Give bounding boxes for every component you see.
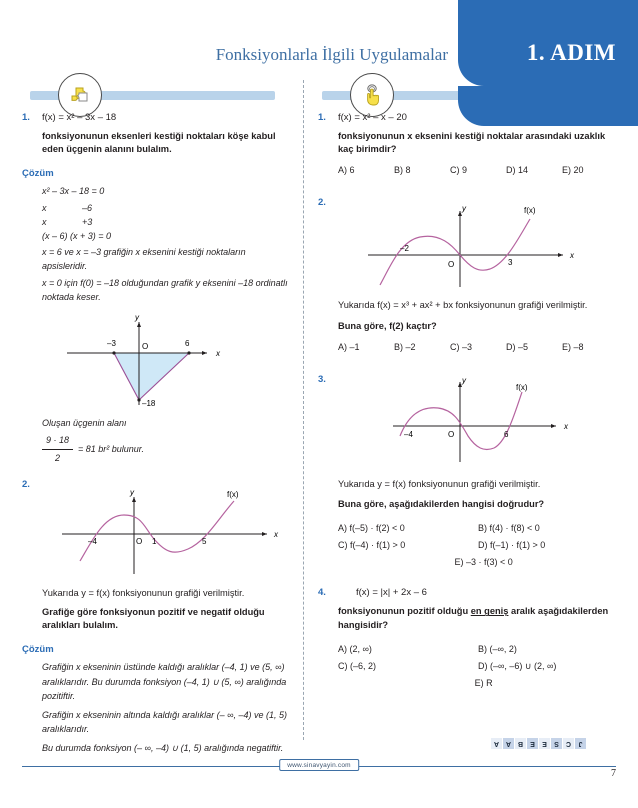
- graph-curve-label: f(x): [524, 206, 536, 216]
- puzzle-piece-icon: [58, 73, 102, 117]
- option-b[interactable]: B) 8: [394, 165, 411, 176]
- question-formula: f(x) = x² – 3x – 18: [42, 112, 117, 123]
- graph-origin-label: O: [448, 260, 455, 270]
- graph-tick-0: –4: [88, 536, 97, 546]
- page-title: Fonksiyonlarla İlgili Uygulamalar: [215, 45, 448, 64]
- option-a[interactable]: A) 6: [338, 165, 355, 176]
- question-text-plain: Yukarıda y = f(x) fonksiyonunun grafiği verilmiştir.: [42, 587, 245, 598]
- solution-line: x² – 3x – 18 = 0: [42, 186, 105, 197]
- answer-key-cell: A: [503, 738, 514, 749]
- cubic-graph-r2: [338, 197, 618, 291]
- question-number: 3.: [318, 373, 326, 385]
- option-e[interactable]: E) 20: [562, 165, 584, 176]
- area-solution: [42, 416, 290, 465]
- answer-options: [338, 165, 618, 175]
- factor-b: –6: [82, 202, 93, 213]
- factor-a: x: [42, 202, 47, 213]
- step-badge-label: 1. ADIM: [526, 40, 616, 65]
- graph-y-label: y: [462, 375, 466, 385]
- factor-a: x: [42, 216, 47, 227]
- question-text: fonksiyonunun x eksenini kestiği noktalar arasındaki uzaklık kaç birimdir?: [338, 131, 606, 155]
- graph-y-label: y: [135, 313, 139, 323]
- solution-line: Grafiğin x ekseninin üstünde kaldığı aralıklar (–4, 1) ve (5, ∞) aralıklarıdır. Bu durumda fonksiyon (–4, 1) ∪ (5, ∞) aralığında pozitiftir.: [42, 662, 287, 701]
- solution-line: x = 6 ve x = –3 grafiğin x eksenini kestiği noktaların apsisleridir.: [42, 247, 246, 272]
- graph-x-label: x: [216, 349, 220, 359]
- option-e[interactable]: E) –8: [562, 341, 584, 352]
- graph-x-label: x: [570, 251, 574, 261]
- graph-tick-1: 1: [152, 536, 157, 546]
- question-text-part1: fonksiyonunun pozitif olduğu: [338, 606, 471, 617]
- right-question-4: [318, 587, 618, 692]
- answer-key-strip: [491, 738, 586, 749]
- answer-key-cell: E: [539, 738, 550, 749]
- area-label: Oluşan üçgenin alanı: [42, 418, 127, 429]
- option-b[interactable]: B) f(4) · f(8) < 0: [478, 523, 540, 534]
- answer-key-cell: C: [563, 738, 574, 749]
- option-b[interactable]: B) (–∞, 2): [478, 643, 517, 654]
- question-text: [338, 605, 618, 631]
- right-question-3: [318, 374, 618, 572]
- answer-key-cell: A: [491, 738, 502, 749]
- question-text-bold: Buna göre, f(2) kaçtır?: [338, 320, 437, 331]
- question-number: 4.: [318, 587, 326, 599]
- question-text-bold: Grafiğe göre fonksiyonun pozitif ve negatif olduğu aralıkları bulalım.: [42, 606, 265, 631]
- right-question-2: [318, 197, 618, 351]
- area-fraction: [42, 433, 73, 464]
- cubic-graph-r3: [338, 374, 618, 470]
- graph-origin-label: O: [142, 342, 149, 352]
- answer-options: [338, 342, 618, 352]
- solution-body-1: [42, 184, 290, 304]
- right-column: [318, 112, 618, 702]
- option-e[interactable]: E) –3 · f(3) < 0: [454, 557, 513, 568]
- factor-b: +3: [82, 216, 93, 227]
- graph-tick-0: –2: [400, 244, 409, 254]
- option-e[interactable]: E) R: [474, 677, 493, 688]
- graph-x-label: x: [274, 529, 278, 539]
- solution-heading: Çözüm: [22, 168, 54, 180]
- option-c[interactable]: C) –3: [450, 341, 473, 352]
- solution-line: (x – 6) (x + 3) = 0: [42, 231, 112, 242]
- graph-tick-bottom: –18: [142, 399, 156, 409]
- answer-key-cell: E: [527, 738, 538, 749]
- question-text-bold: Buna göre, aşağıdakilerden hangisi doğrudur?: [338, 498, 545, 509]
- option-d[interactable]: D) –5: [506, 341, 529, 352]
- question-number: 2.: [22, 478, 30, 490]
- fraction-denominator: 2: [55, 452, 61, 463]
- answer-key-cell: B: [515, 738, 526, 749]
- answer-key-cell: S: [551, 738, 562, 749]
- graph-origin-label: O: [448, 429, 455, 439]
- option-a[interactable]: A) (2, ∞): [338, 643, 372, 654]
- graph-tick-0: –4: [404, 429, 413, 439]
- option-a[interactable]: A) f(–5) · f(2) < 0: [338, 523, 405, 534]
- solution-heading-2: Çözüm: [22, 644, 54, 656]
- footer-url[interactable]: www.sinavyayin.com: [279, 759, 359, 771]
- graph-y-label: y: [462, 204, 466, 214]
- question-text-plain: Yukarıda y = f(x) fonksiyonunun grafiği verilmiştir.: [338, 478, 541, 489]
- question-text-plain: Yukarıda f(x) = x³ + ax² + bx fonksiyonunun grafiği verilmiştir.: [338, 300, 588, 311]
- pointing-hand-icon: [350, 73, 394, 117]
- left-question-2: [22, 479, 290, 633]
- question-number: 1.: [22, 112, 30, 123]
- graph-tick-left: –3: [107, 339, 116, 349]
- area-result: = 81 br² bulunur.: [78, 443, 144, 454]
- option-d[interactable]: D) (–∞, –6) ∪ (2, ∞): [478, 660, 557, 671]
- factor-row: [42, 201, 290, 215]
- graph-tick-1: 3: [508, 258, 513, 268]
- solution-body-2: [42, 660, 290, 755]
- graph-y-label: y: [130, 487, 134, 497]
- question-text-part2: aralık aşağıdakilerden hangisidir?: [338, 606, 609, 630]
- option-b[interactable]: B) –2: [394, 341, 416, 352]
- question-number: 1.: [318, 112, 326, 123]
- page-number: 7: [611, 768, 616, 779]
- option-d[interactable]: D) 14: [506, 165, 529, 176]
- left-column: [22, 112, 290, 758]
- fraction-numerator: 9 · 18: [42, 433, 73, 449]
- option-c[interactable]: C) (–6, 2): [338, 660, 377, 671]
- triangle-graph: [22, 310, 290, 410]
- graph-curve-label: f(x): [516, 382, 528, 392]
- left-question-1: [22, 112, 290, 156]
- step-banner-lower: [458, 86, 638, 126]
- solution-line: x = 0 için f(0) = –18 olduğundan grafik y eksenini –18 ordinatlı noktada keser.: [42, 277, 288, 302]
- option-c[interactable]: C) f(–4) · f(1) > 0: [338, 540, 406, 551]
- cubic-graph-left: [42, 479, 290, 579]
- answer-options-grid: [338, 520, 618, 571]
- question-formula: f(x) = x² – x – 20: [338, 112, 407, 123]
- solution-line: Grafiğin x ekseninin altında kaldığı aralıklar (– ∞, –4) ve (1, 5) aralıklarıdır.: [42, 710, 288, 735]
- graph-x-label: x: [564, 421, 568, 431]
- question-text: fonksiyonunun eksenleri kestiği noktaları köşe kabul eden üçgenin alanını bulalım.: [42, 131, 276, 155]
- question-formula: f(x) = |x| + 2x – 6: [356, 587, 427, 599]
- option-d[interactable]: D) f(–1) · f(1) > 0: [478, 540, 546, 551]
- answer-options-grid: [338, 641, 618, 692]
- left-section-bar: [30, 83, 275, 109]
- graph-curve-label: f(x): [227, 489, 239, 499]
- answer-key-cell: J: [575, 738, 586, 749]
- graph-origin-label: O: [136, 536, 143, 546]
- factor-row: [42, 215, 290, 229]
- question-number: 2.: [318, 197, 326, 209]
- graph-tick-right: 6: [185, 339, 190, 349]
- solution-line: Bu durumda fonksiyon (– ∞, –4) ∪ (1, 5) aralığında negatiftir.: [42, 743, 284, 754]
- graph-tick-2: 5: [202, 536, 207, 546]
- column-divider: [303, 80, 304, 740]
- question-text-emphasis: en geniş: [470, 606, 509, 617]
- option-a[interactable]: A) –1: [338, 341, 360, 352]
- graph-tick-1: 6: [504, 429, 509, 439]
- option-c[interactable]: C) 9: [450, 165, 468, 176]
